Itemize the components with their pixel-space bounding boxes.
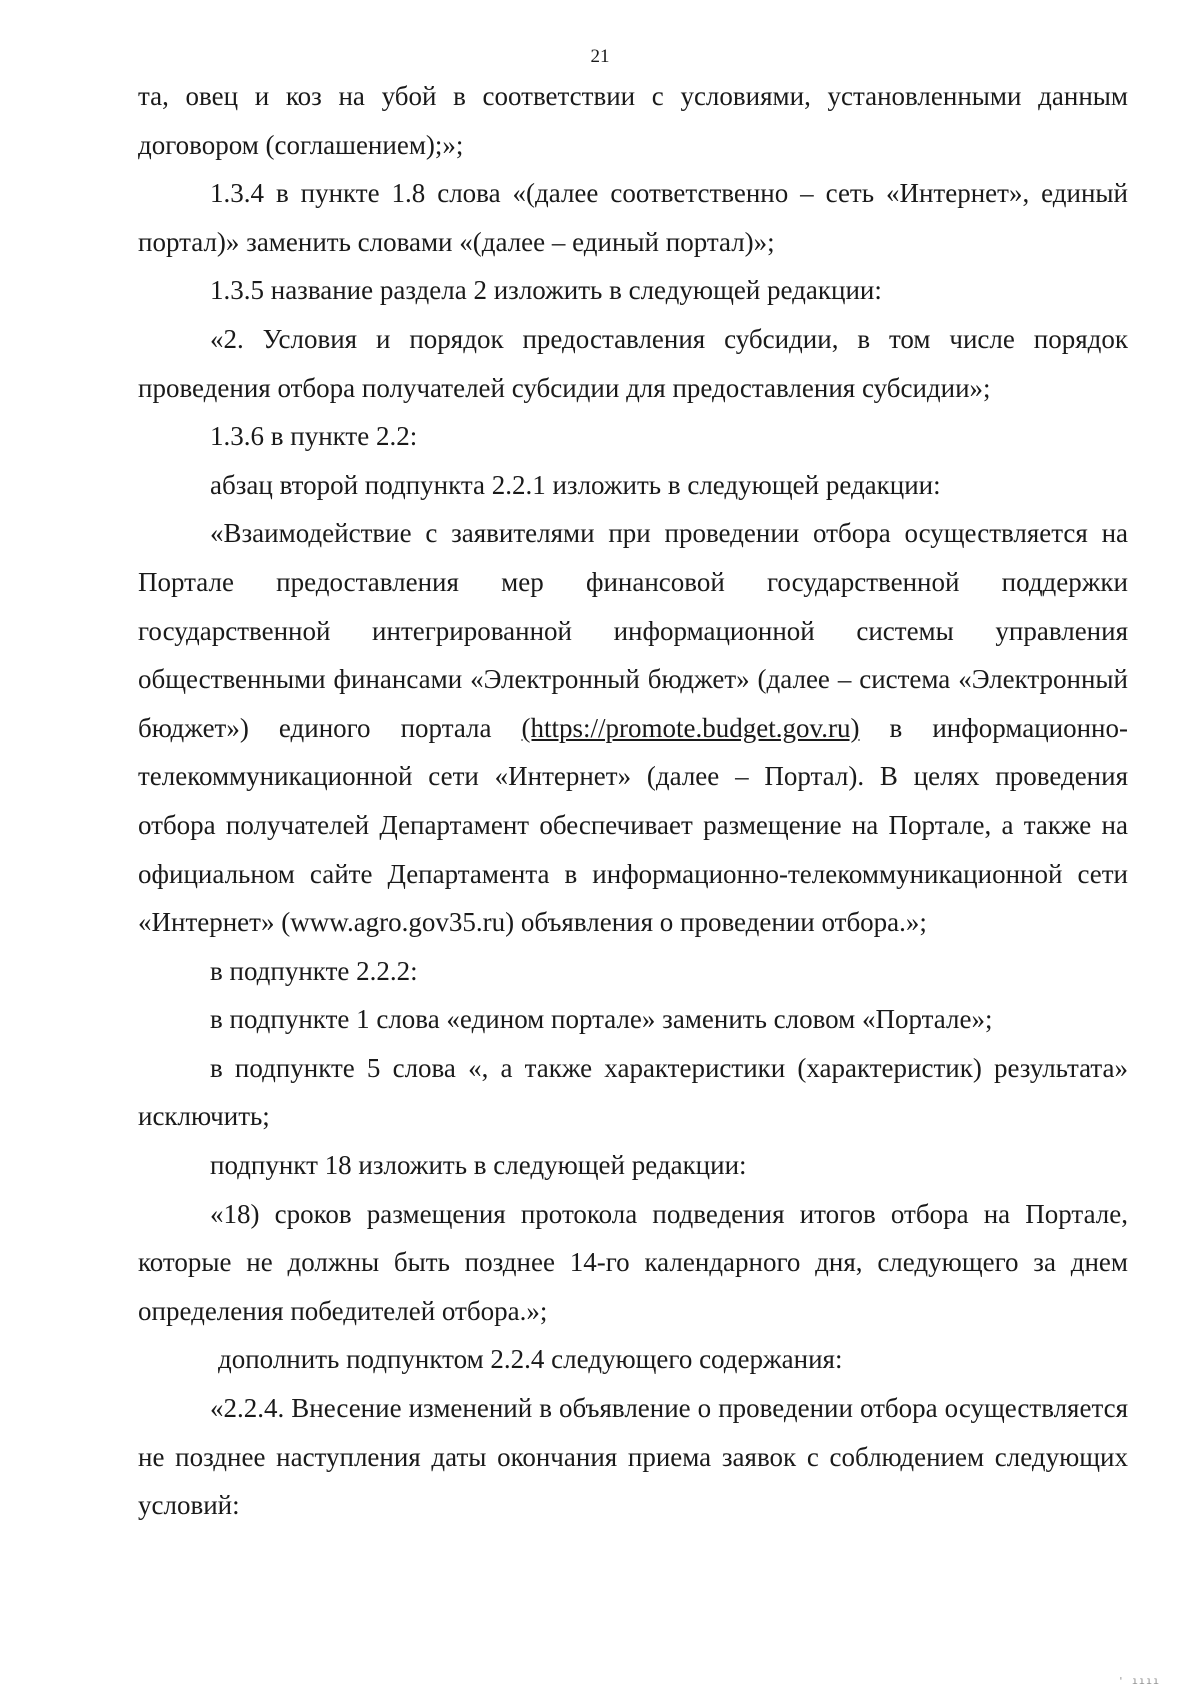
paragraph-1-3-4: 1.3.4 в пункте 1.8 слова «(далее соответственно – сеть «Интернет», единый портал)» заменить словами «(далее – единый портал)»; xyxy=(138,178,1128,257)
paragraph-continuation: та, овец и коз на убой в соответствии с условиями, установленными данным договором (соглашением);»; xyxy=(138,81,1128,160)
paragraph-section-2-title: «2. Условия и порядок предоставления субсидии, в том числе порядок проведения отбора получателей субсидии для предоставления субсидии»; xyxy=(138,323,1128,403)
paragraph-1-3-5: 1.3.5 название раздела 2 изложить в следующей редакции: xyxy=(210,275,882,306)
paragraph-2-2-4-intro: дополнить подпунктом 2.2.4 следующего содержания: xyxy=(218,1344,843,1375)
paragraph-subitem-5: в подпункте 5 слова «, а также характеристики (характеристик) результата» исключить; xyxy=(138,1052,1128,1132)
portal-url: (https://promote.budget.gov.ru) xyxy=(521,712,860,743)
paragraph-2-2-2-intro: в подпункте 2.2.2: xyxy=(210,955,418,986)
page-number: 21 xyxy=(590,46,610,67)
paragraph-subitem-18-intro: подпункт 18 изложить в следующей редакции: xyxy=(210,1150,747,1181)
paragraph-subitem-1: в подпункте 1 слова «едином портале» заменить словом «Портале»; xyxy=(210,1004,993,1035)
paragraph-1-3-6: 1.3.6 в пункте 2.2: xyxy=(210,421,418,452)
paragraph-portal-definition xyxy=(138,509,1128,946)
paragraph-subitem-18-text: «18) сроков размещения протокола подведения итогов отбора на Портале, которые не должны быть позднее 14-го календарного дня, следующего за днем определения победителей отбора.»; xyxy=(138,1198,1128,1326)
scan-corner-mark: ' ıııı xyxy=(1117,1676,1160,1687)
paragraph-2-2-1-intro: абзац второй подпункта 2.2.1 изложить в следующей редакции: xyxy=(210,469,941,500)
portal-text-after-url: в информационно-телекоммуникационной сети «Интернет» (далее – Портал). В целях проведения отбора получателей Департамент обеспечивает размещение на Портале, а также на официальном сайте Департамента в информационно-телекоммуникационной сети «Интернет» (www.agro.gov35.ru) объявления о проведении отбора.»; xyxy=(138,712,1128,938)
portal-text-before-url: «Взаимодействие с заявителями при проведении отбора осуществляется на Портале предоставления мер финансовой государственной поддержки государственной интегрированной информационной системы управления общественными финансами «Электронный бюджет» (далее – система «Электронный бюджет») единого портала xyxy=(138,518,1128,743)
document-body xyxy=(138,72,1128,1530)
paragraph-2-2-4-text: «2.2.4. Внесение изменений в объявление о проведении отбора осуществляется не позднее наступления даты окончания приема заявок с соблюдением следующих условий: xyxy=(138,1393,1128,1521)
